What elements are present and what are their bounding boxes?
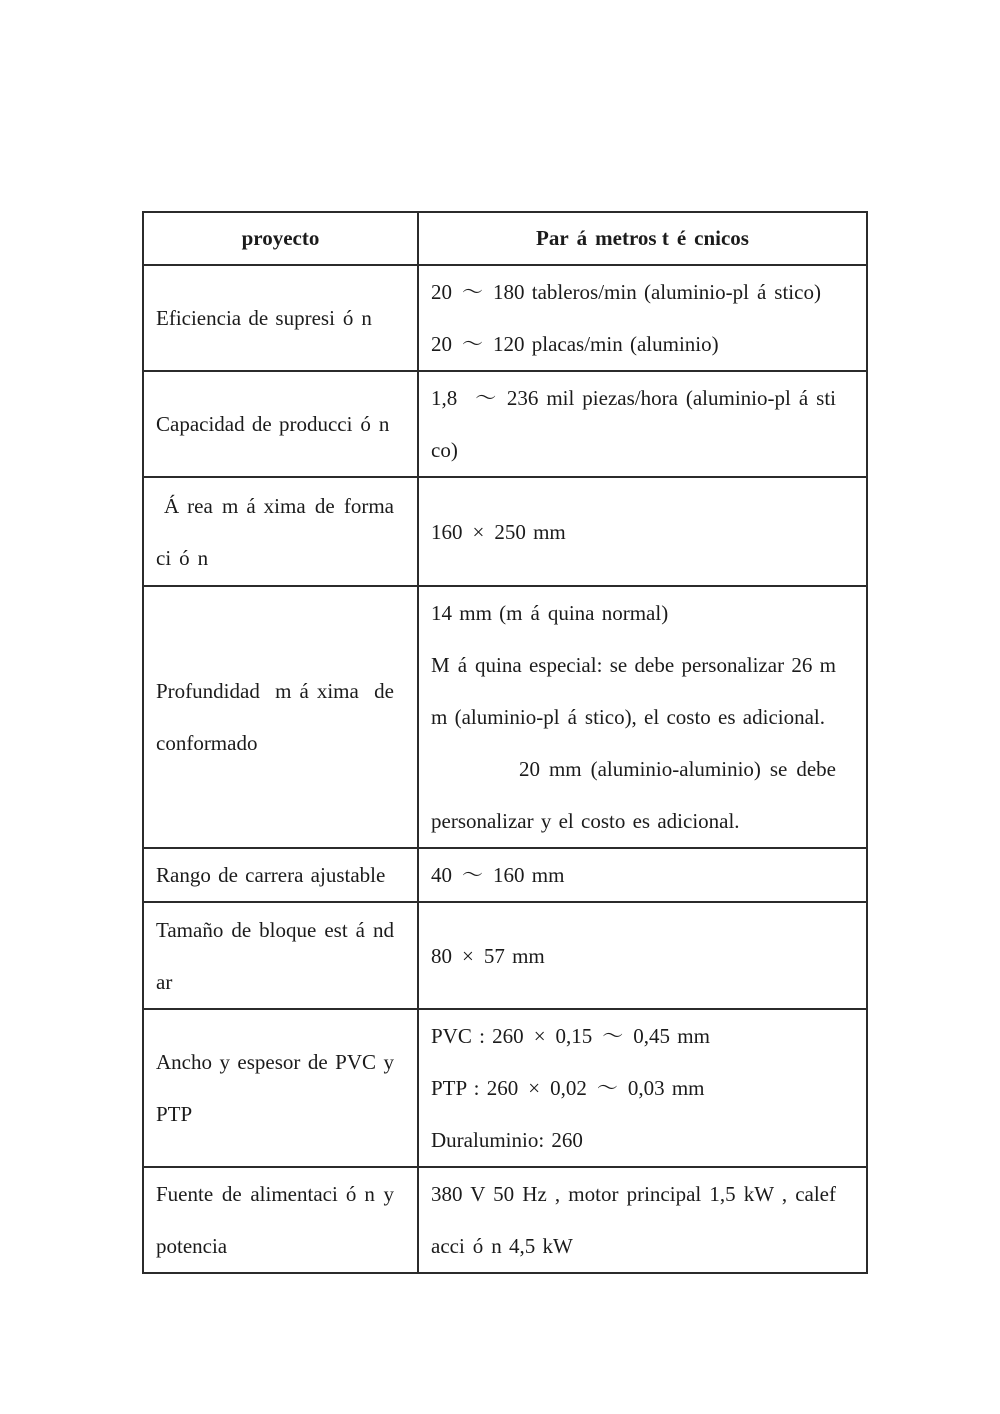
table-body bbox=[143, 265, 867, 1273]
row-label-cell bbox=[143, 265, 418, 371]
row-value-cell bbox=[418, 477, 867, 586]
row-label-cell bbox=[143, 902, 418, 1009]
row-label-cell bbox=[143, 848, 418, 902]
table-row bbox=[143, 1009, 867, 1167]
row-value-cell bbox=[418, 848, 867, 902]
header-cell-proyecto: proyecto bbox=[143, 212, 418, 265]
row-value-paragraph: 20 ～ 180 tableros/min (aluminio-pl á stico) bbox=[431, 280, 821, 304]
row-label-cell bbox=[143, 1009, 418, 1167]
row-value-paragraph: 14 mm (m á quina normal) bbox=[431, 601, 669, 625]
row-value-paragraph: 40 ～ 160 mm bbox=[431, 863, 565, 887]
table-row bbox=[143, 1167, 867, 1273]
row-value-paragraph: 20 mm (aluminio-aluminio) se debe personalizar y el costo es adicional. bbox=[431, 757, 836, 833]
row-label: Profundidad m á xima de conformado bbox=[156, 679, 395, 755]
row-label: Eficiencia de supresi ó n bbox=[156, 306, 372, 330]
row-value-cell bbox=[418, 1009, 867, 1167]
row-value-cell bbox=[418, 586, 867, 848]
parameters-table bbox=[142, 211, 868, 1274]
row-value-cell bbox=[418, 265, 867, 371]
row-label: Capacidad de producci ó n bbox=[156, 412, 390, 436]
row-value-paragraph: 20 ～ 120 placas/min (aluminio) bbox=[431, 332, 719, 356]
row-label: Á rea m á xima de formaci ó n bbox=[156, 493, 394, 570]
row-value-paragraph: 1,8 ～ 236 mil piezas/hora (aluminio-pl á stico) bbox=[431, 386, 837, 462]
table-header-row bbox=[143, 212, 867, 265]
table-row bbox=[143, 848, 867, 902]
row-label-cell bbox=[143, 1167, 418, 1273]
row-value-paragraph: 380 V 50 Hz , motor principal 1,5 kW , calefacci ó n 4,5 kW bbox=[431, 1182, 836, 1258]
row-label: Tamaño de bloque est á ndar bbox=[156, 917, 394, 994]
table-row bbox=[143, 902, 867, 1009]
row-label: Ancho y espesor de PVC y PTP bbox=[156, 1050, 394, 1126]
row-label: Rango de carrera ajustable bbox=[156, 863, 386, 887]
table-row bbox=[143, 265, 867, 371]
row-value-cell bbox=[418, 371, 867, 477]
row-value-paragraph: PTP : 260 × 0,02 ～ 0,03 mm bbox=[431, 1076, 705, 1100]
row-value-paragraph: M á quina especial: se debe personalizar 26 mm (aluminio-pl á stico), el costo es adicional. bbox=[431, 653, 836, 729]
row-value-paragraph: Duraluminio: 260 bbox=[431, 1128, 583, 1152]
row-label: Fuente de alimentaci ó n y potencia bbox=[156, 1182, 394, 1258]
table-row bbox=[143, 371, 867, 477]
row-label-cell bbox=[143, 586, 418, 848]
row-value-cell bbox=[418, 1167, 867, 1273]
row-value-cell bbox=[418, 902, 867, 1009]
row-value-paragraph: 80 × 57 mm bbox=[431, 943, 545, 968]
row-value-paragraph: PVC : 260 × 0,15 ～ 0,45 mm bbox=[431, 1024, 710, 1048]
table-row bbox=[143, 477, 867, 586]
row-value-paragraph: 160 × 250 mm bbox=[431, 519, 566, 544]
table-row bbox=[143, 586, 867, 848]
row-label-cell bbox=[143, 477, 418, 586]
row-label-cell bbox=[143, 371, 418, 477]
header-cell-parametros-tecnicos: Par á metros t é cnicos bbox=[418, 212, 867, 265]
